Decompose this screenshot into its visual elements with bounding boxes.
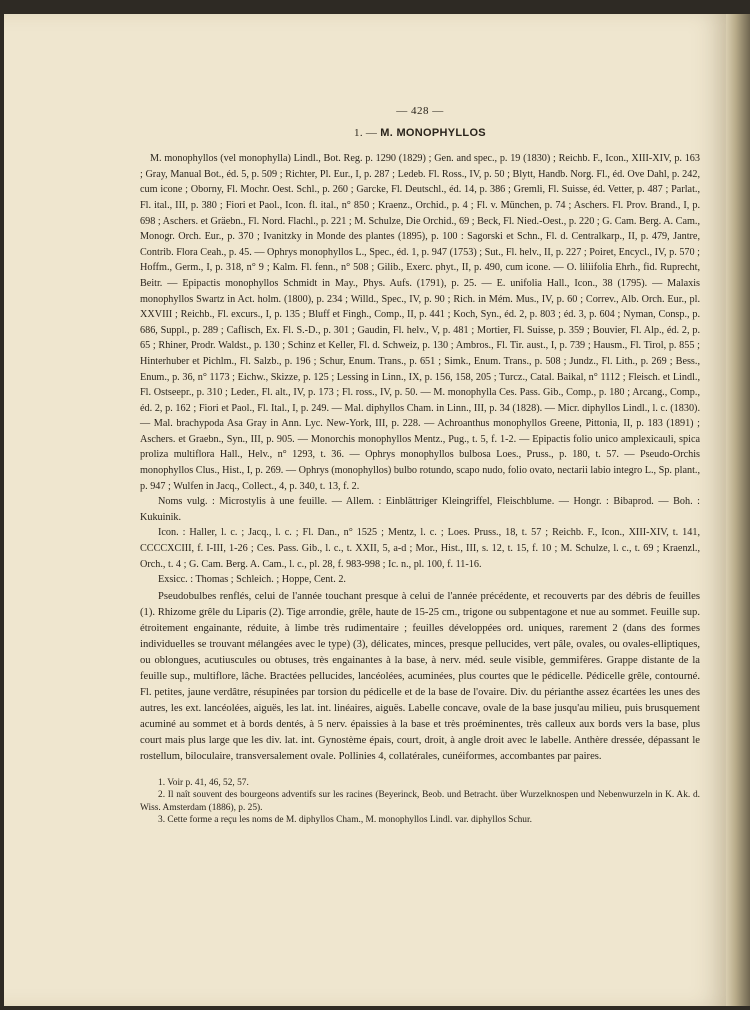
heading-species-name: M. MONOPHYLLOS <box>380 126 486 139</box>
heading-number: 1. — <box>354 126 378 139</box>
footnotes <box>140 777 700 827</box>
book-page <box>4 14 726 1006</box>
page-content <box>140 104 700 826</box>
synonymy-paragraph: M. monophyllos (vel monophylla) Lindl., Bot. Reg. p. 1290 (1829) ; Gen. and spec., p. 19 (1830) ; Reichb. F., Icon., XIII-XIV, p. 163 ; Gray, Manual Bot., éd. 5, p. 509 ; Richter, Pl. Eur., I, p. 287 ; Ledeb. Fl. Ross., IV, p. 50 ; Blytt, Handb. Norg. Fl., éd. Ove Dahl, p. 242, cum icone ; Oborny, Fl. Mochr. Oest. Schl., p. 260 ; Garcke, Fl. Deutschl., éd. 14, p. 386 ; Gremli, Fl. Suisse, éd. Vetter, p. 487 ; Parlat., Fl. ital., III, p. 380 ; Fiori et Paol., Icon. fl. ital., n° 850 ; Kraenz., Orchid., p. 4 ; Fl. v. München, p. 74 ; Aschers. Fl. Prov. Brand., I, p. 698 ; Aschers. et Gräebn., Fl. Nord. Flachl., p. 221 ; M. Schulze, Die Orchid., 69 ; Beck, Fl. Nied.-Oest., p. 220 ; G. Cam. Berg. A. Cam., Monogr. Orch. Eur., p. 370 ; Ivanitzky in Monde des plantes (1895), p. 100 : Sagorski et Schn., Fl. d. Centralkarp., II, p. 479, Jantre, Contrib. Flora Ceah., p. 45. — Ophrys monophyllos L., Spec., éd. 1, p. 947 (1753) ; Sut., Fl. helv., II, p. 227 ; Poiret, Encycl., IV, p. 570 ; Hoffm., Germ., I, p. 318, n° 9 ; Kalm. Fl. fenn., n° 508 ; Gilib., Exerc. phyt., II, p. 490, cum icone. — O. liliifolia Ehrh., fid. Ruprecht, Beitr. — Epipactis monophyllos Schmidt in May., Phys. Aufs. (1791), p. 25. — E. unifolia Hall., Icon., 38 (1795). — Malaxis monophyllos Swartz in Act. holm. (1800), p. 234 ; Willd., Spec., IV, p. 90 ; Rich. in Mém. Mus., IV, p. 60 ; Correv., Alb. Orch. Eur., pl. XXVIII ; Reichb., Fl. excurs., I, p. 135 ; Bluff et Fingh., Comp., II, p. 441 ; Koch, Syn., éd. 2, p. 803 ; éd. 3, p. 604 ; Nyman, Consp., p. 686, Suppl., p. 289 ; Caflisch, Ex. Fl. S.-D., p. 301 ; Gaudin, Fl. helv., V, p. 481 ; Mortier, Fl. Suisse, p. 359 ; Bouvier, Fl. Alp., éd. 2, p. 65 ; Rhiner, Prodr. Waldst., p. 130 ; Schinz et Keller, Fl. d. Schweiz, p. 130 ; Ambros., Fl. Tir. aust., I, p. 739 ; Hausm., Fl. Tirol, p. 855 ; Hinterhuber et Pichlm., Fl. Salzb., p. 196 ; Schur, Enum. Trans., p. 651 ; Simk., Enum. Trans., p. 508 ; Jundz., Fl. Lith., p. 269 ; Bess., Enum., p. 36, n° 1173 ; Eichw., Skizze, p. 125 ; Lessing in Linn., IX, p. 156, 158, 205 ; Turcz., Catal. Baikal, n° 1112 ; Fleisch. et Lindl., Fl. Ostseepr., p. 310 ; Leder., Fl. alt., IV, p. 173 ; Fl. ross., IV, p. 50. — M. monophylla Ces. Pass. Gib., Comp., p. 180 ; Arcang., Comp., éd. 2, p. 162 ; Fiori et Paol., Fl. Ital., I, p. 249. — Mal. diphyllos Cham. in Linn., III, p. 34 (1828). — Micr. diphyllos Lindl., l. c. (1830). — Mal. brachypoda Asa Gray in Ann. Lyc. New-York, III, p. 228. — Achroanthus monophyllos Greene, Pittonia, II, p. 183 (1891) ; Aschers. et Graebn., Syn., III, p. 905. — Monorchis monophyllos Mentz., Pug., t. 5, f. 1-2. — Epipactis folio unico amplexicauli, spica proliza multiflora Hall., Helv., n° 1293, t. 36. — Ophrys monophyllos bulbosa Loes., Pruss., p. 180, t. 57. — Pseudo-Orchis monophyllos Clus., Hist., I, p. 269. — Ophrys (monophyllos) bulbo rotundo, scapo nudo, folio ovato, nectarii labio integro L., Sp. plant., p. 947 ; Wulfen in Jacq., Collect., 4, p. 340, t. 13, f. 2. <box>140 153 700 492</box>
page-edge <box>726 14 750 1006</box>
footnote: 1. Voir p. 41, 46, 52, 57. <box>158 777 249 788</box>
description-paragraph: Pseudobulbes renflés, celui de l'année touchant presque à celui de l'année précédente, et recouverts par des débris de feuilles (1). Rhizome grêle du Liparis (2). Tige arrondie, grêle, haute de 15-25 cm., trigone ou subpentagone et nue au sommet. Feuille sup. étroitement engainante, réduite, à limbe très rudimentaire ; feuilles développées ord. uniques, rarement 2 (dans des formes individuelles se trouvant mélangées avec le type) (3), délicates, minces, presque pellucides, vert pâle, ovales, ou ovales-elliptiques, ou oblongues, acutiuscules ou obtuses, très engainantes à la base, à nerv. méd. seule visible, gemmifères. Grappe distante de la feuille sup., multiflore, lâche. Bractées pellucides, lancéolées, acuminées, plus courtes que le pédicelle. Pédicelle grêle, contourné. Fl. petites, jaune verdâtre, résupinées par torsion du pédicelle et de la base de l'ovaire. Div. du périanthe assez écartées les unes des autres, les ext. lancéolées, aiguës, les lat. int. linéaires, aiguës. Labelle concave, ovale de la base jusqu'au milieu, puis brusquement acuminé au sommet et à bords dentés, à 5 nerv. épaissies à la base et très proéminentes, très calleux aux bords vers la base, plus court mais plus large que les div. lat. int. Gynostème épais, court, droit, à angle droit avec le labelle. Anthère dressée, dépassant le rostellum, biloculaire, transversalement ovale. Pollinies 4, collatérales, cunéiformes, accombantes par paires. <box>140 590 700 762</box>
page-number: — 428 — <box>396 105 444 117</box>
footnote: 2. Il naît souvent des bourgeons adventifs sur les racines (Beyerinck, Beob. und Betracht. über Wurzelknospen und Nebenwurzeln in K. Ak. d. Wiss. Amsterdam (1886), p. 25). <box>140 790 700 813</box>
species-heading <box>140 126 700 142</box>
exsiccata-paragraph: Exsicc. : Thomas ; Schleich. ; Hoppe, Cent. 2. <box>158 574 346 586</box>
footnote: 3. Cette forme a reçu les noms de M. diphyllos Cham., M. monophyllos Lindl. var. diphyllos Schur. <box>158 815 532 826</box>
iconography-paragraph: Icon. : Haller, l. c. ; Jacq., l. c. ; Fl. Dan., n° 1525 ; Mentz, l. c. ; Loes. Pruss., 18, t. 57 ; Reichb. F., Icon., XIII-XIV, t. 141, CCCCXCIII, f. I-III, 1-26 ; Ces. Pass. Gib., l. c., t. XXII, 5, a-d ; Mor., Hist., III, s. 12, t. 15, f. 10 ; M. Schulze, l. c., t. 69 ; Kraenzl., Orch., t. 4 ; G. Cam. Berg. A. Cam., l. c., pl. 28, f. 983-998 ; Ic. n., pl. 100, f. 11-16. <box>140 527 700 570</box>
common-names-paragraph: Noms vulg. : Microstylis à une feuille. — Allem. : Einblättriger Kleingriffel, Fleischblume. — Hongr. : Bibaprod. — Boh. : Kukuinik. <box>140 496 700 523</box>
